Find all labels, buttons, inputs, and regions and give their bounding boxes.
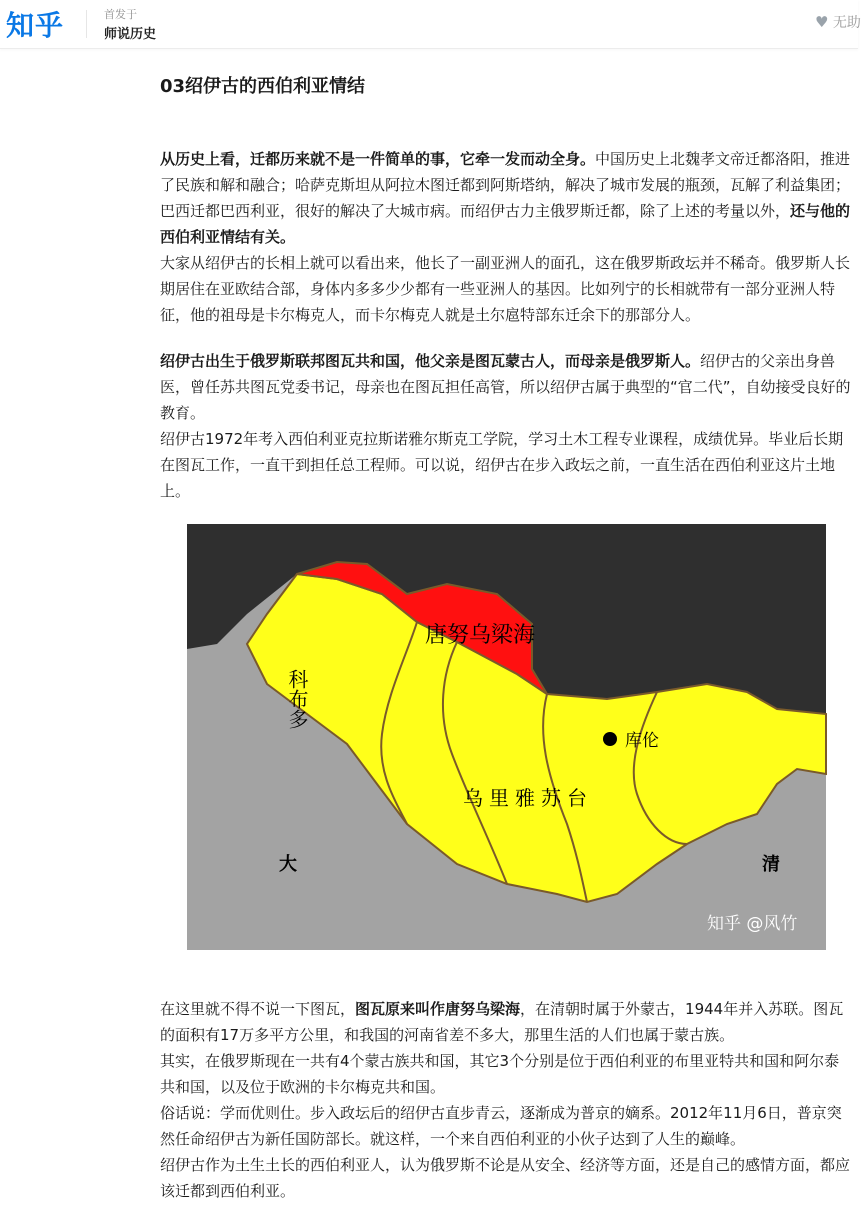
map-label-kulun: 库伦 — [625, 731, 659, 751]
zhihu-logo[interactable]: 知乎 — [6, 9, 65, 42]
column-name-link[interactable]: 师说历史 — [104, 27, 157, 42]
paragraph-3-text: 绍伊古的父亲出身兽医，曾任苏共图瓦党委书记，母亲也在图瓦担任高管，所以绍伊古属于典型的“官二代”，自幼接受良好的教育。 — [160, 352, 851, 422]
paragraph-1-bold-end: 还与他的西伯利亚情结有关。 — [160, 202, 851, 246]
map-label-qing: 清 — [762, 854, 780, 875]
map-watermark: 知乎 @风竹 — [707, 914, 798, 934]
like-button[interactable] — [815, 12, 861, 32]
paragraph-4: 绍伊古1972年考入西伯利亚克拉斯诺雅尔斯克工学院，学习土木工程专业课程，成绩优异。毕业后长期在图瓦工作，一直干到担任总工程师。可以说，绍伊古在步入政坛之前，一直生活在西伯利亚这片土地上。 — [160, 430, 844, 500]
published-in-label: 首发于 — [104, 8, 137, 21]
paragraph-3 — [160, 348, 852, 426]
paragraph-5-text-a: 在这里就不得不说一下图瓦， — [160, 1000, 356, 1018]
paragraph-6: 其实，在俄罗斯现在一共有4个蒙古族共和国，其它3个分别是位于西伯利亚的布里亚特共和国和阿尔泰共和国，以及位于欧洲的卡尔梅克共和国。 — [160, 1052, 840, 1096]
paragraph-3-bold: 绍伊古出生于俄罗斯联邦图瓦共和国，他父亲是图瓦蒙古人，而母亲是俄罗斯人。 — [160, 352, 701, 370]
paragraph-8: 绍伊古作为土生土长的西伯利亚人，认为俄罗斯不论是从安全、经济等方面，还是自己的感情方面，都应该迁都到西伯利亚。 — [160, 1156, 851, 1200]
map-label-da: 大 — [279, 854, 297, 875]
top-bar — [0, 0, 861, 49]
paragraph-1-bold: 从历史上看，迁都历来就不是一件简单的事，它牵一发而动全身。 — [160, 150, 596, 168]
map-label-kobdo: 科布多 — [285, 669, 309, 729]
paragraph-2: 大家从绍伊古的长相上就可以看出来，他长了一副亚洲人的面孔，这在俄罗斯政坛并不稀奇。俄罗斯人长期居住在亚欧结合部，身体内多多少少都有一些亚洲人的基因。比如列宁的长相就带有一部分亚洲人特征，他的祖母是卡尔梅克人，而卡尔梅克人就是土尔扈特部东迁余下的那部分人。 — [160, 254, 851, 324]
paragraph-7: 俗话说：学而优则仕。步入政坛后的绍伊古直步青云，逐渐成为普京的嫡系。2012年11月6日，普京突然任命绍伊古为新任国防部长。就这样，一个来自西伯利亚的小伙子达到了人生的巅峰。 — [160, 1104, 842, 1148]
paragraph-1 — [160, 146, 852, 250]
map-label-uliastai: 乌里雅苏台 — [463, 786, 593, 810]
section-title: 03绍伊古的西伯利亚情结 — [160, 76, 366, 97]
paragraph-5 — [160, 996, 852, 1048]
map-label-tannu: 唐努乌梁海 — [425, 623, 536, 648]
header-divider — [86, 10, 87, 38]
paragraph-1-text: 中国历史上北魏孝文帝迁都洛阳，推进了民族和解和融合；哈萨克斯坦从阿拉木图迁都到阿斯塔纳，解决了城市发展的瓶颈，瓦解了利益集团；巴西迁都巴西利亚，很好的解决了大城市病。而绍伊古力主俄罗斯迁都，除了上述的考量以外， — [160, 150, 851, 220]
mongolia-map-image — [187, 524, 826, 950]
like-label: 无助 — [832, 15, 861, 31]
map-kulun-dot — [603, 732, 617, 746]
paragraph-5-bold: 图瓦原来叫作唐努乌梁海 — [355, 1000, 521, 1018]
heart-icon: ♥ — [815, 13, 829, 31]
paragraph-5-text-b: ，在清朝时属于外蒙古，1944年并入苏联。图瓦的面积有17万多平方公里，和我国的河南省差不多大，那里生活的人们也属于蒙古族。 — [160, 1000, 844, 1044]
